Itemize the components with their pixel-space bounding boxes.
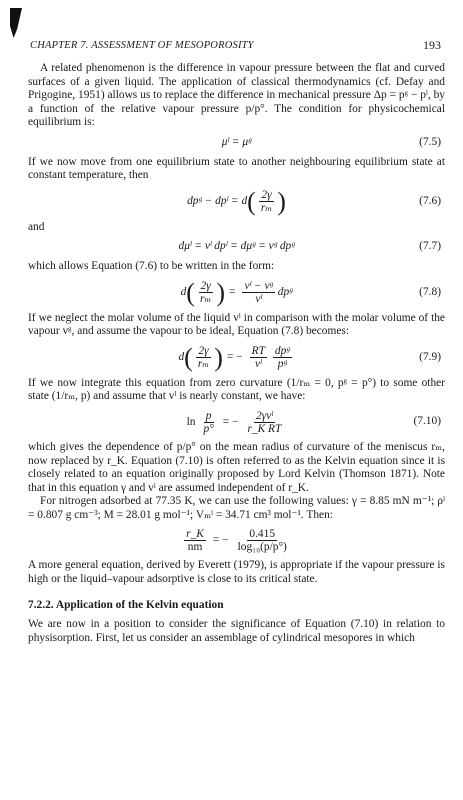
denominator: p°	[203, 422, 214, 435]
paragraph-9: We are now in a position to consider the significance of Equation (7.10) in relation to physisorption. First, let us consider an assemblage of cylindrical mesopores in which	[28, 618, 445, 644]
equation-7-7	[28, 240, 445, 254]
equation-suffix: dpᵍ	[277, 285, 293, 298]
and-text: and	[28, 220, 45, 233]
equation-7-5	[28, 136, 445, 150]
numerator: 0.415	[249, 528, 276, 541]
equation-7-9: d ( $\frac{2\gamma}{\text{rₘ}}$ ) = − $\frac{RT}{\text{vˡ}}$ $\frac{\text{dpᵍ}}{\text{pᵍ}}$ (7.9)	[178, 342, 441, 372]
fraction	[259, 189, 274, 214]
equation-lhs: dpᵍ − dpˡ = d	[187, 194, 248, 207]
denominator: vˡ	[254, 358, 262, 371]
numerator: 2γvˡ	[256, 409, 273, 422]
equation-text: dμˡ = vˡ dpˡ = dμᵍ = vᵍ dpᵍ	[178, 240, 295, 253]
equals-sign: = −	[226, 350, 243, 363]
equation-7-8: d ( $\frac{2\gamma}{\text{rₘ}}$ ) = $\frac{\text{vˡ − vᵍ}}{\text{vˡ}}$ dpᵍ (7.8)	[180, 277, 441, 307]
page-number: 193	[423, 38, 441, 52]
equation-text: μˡ = μᵍ	[221, 135, 252, 148]
running-header	[30, 40, 441, 51]
paragraph-5: If we now integrate this equation from zero curvature (1/rₘ = 0, pᵍ = p°) to some other state (1/rₘ, p) and assume that vˡ is nearly constant, we have:	[28, 376, 445, 403]
equation-number: (7.7)	[419, 240, 441, 253]
numerator: 2γ	[261, 189, 272, 202]
paragraph-7: For nitrogen adsorbed at 77.35 K, we can use the following values: γ = 8.85 mN m⁻¹; ρˡ = 0.807 g cm⁻³; M = 28.01 g mol⁻¹; Vₘˡ = 34.71 cm³ mol⁻¹. Then:	[28, 495, 445, 521]
page-corner-mark	[10, 8, 22, 38]
equation-7-6: dpᵍ − dpˡ = d ( $\frac{2\gamma}{\text{rₘ}}$ ) (7.6)	[187, 186, 441, 216]
fraction	[273, 345, 292, 370]
equation-prefix: d	[180, 285, 187, 298]
equation-number: (7.5)	[419, 135, 441, 148]
denominator: nm	[187, 541, 203, 554]
equation-number: (7.6)	[419, 194, 441, 207]
equation-prefix: ln	[186, 415, 196, 428]
denominator: log₁₀(p/p°)	[237, 541, 287, 554]
denominator: pᵍ	[277, 358, 287, 371]
equation-7-10	[28, 410, 445, 435]
fraction	[242, 280, 274, 305]
numerator: 2γ	[200, 280, 211, 293]
equation-kelvin-nitrogen	[28, 528, 445, 553]
fraction	[245, 410, 283, 435]
fraction	[196, 345, 211, 370]
section-heading: 7.2.2. Application of the Kelvin equation	[28, 598, 224, 611]
paragraph-8: A more general equation, derived by Everett (1979), is appropriate if the vapour pressure is high or the liquid–vapour adsorptive is close to its critical state.	[28, 559, 445, 586]
paragraph-6: which gives the dependence of p/p° on the mean radius of curvature of the meniscus rₘ, now replaced by r_K. Equation (7.10) is often referred to as the Kelvin equation since it is closely related to an equation originally proposed by Lord Kelvin (Thomson 1871). Note that in this equation γ and vˡ are assumed independent of r_K.	[28, 440, 445, 494]
fraction	[236, 528, 289, 553]
equals-sign: = −	[212, 534, 229, 547]
fraction	[184, 528, 206, 553]
fraction	[202, 410, 216, 435]
denominator: vˡ	[255, 293, 262, 306]
numerator: p	[205, 409, 212, 422]
numerator: 2γ	[198, 345, 209, 358]
paragraph-1: A related phenomenon is the difference in vapour pressure between the flat and curved surfaces of a given liquid. The application of classical thermodynamics (cf. Defay and Prigogine, 1951) allows us to replace the difference in mechanical pressure Δp = pᵍ − pˡ, by a function of the relative vapour pressure p/p°. The condition for physicochemical equilibrium is:	[28, 62, 445, 129]
fraction	[250, 345, 267, 370]
equation-number: (7.8)	[419, 285, 441, 298]
denominator: rₘ	[199, 293, 212, 306]
paragraph-2: If we now move from one equilibrium state to another neighbouring equilibrium state at constant temperature, then	[28, 155, 445, 182]
equation-number: (7.9)	[419, 350, 441, 363]
denominator: rₘ	[260, 202, 273, 215]
numerator: RT	[251, 345, 265, 358]
equation-number: (7.10)	[413, 415, 441, 428]
chapter-title: CHAPTER 7. ASSESSMENT OF MESOPOROSITY	[30, 40, 254, 51]
page-body	[28, 62, 445, 645]
numerator: r_K	[186, 528, 204, 541]
denominator: r_K RT	[247, 422, 282, 435]
numerator: vˡ − vᵍ	[244, 280, 273, 293]
fraction	[198, 280, 213, 305]
equation-prefix: d	[178, 350, 185, 363]
equals-sign: = −	[222, 415, 239, 428]
equals-sign: =	[229, 285, 236, 298]
paragraph-4: If we neglect the molar volume of the liquid vˡ in comparison with the molar volume of the vapour vᵍ, and assume the vapour to be ideal, Equation (7.8) becomes:	[28, 311, 445, 338]
denominator: rₘ	[197, 358, 210, 371]
numerator: dpᵍ	[274, 345, 290, 358]
paragraph-3: which allows Equation (7.6) to be written in the form:	[28, 259, 275, 272]
